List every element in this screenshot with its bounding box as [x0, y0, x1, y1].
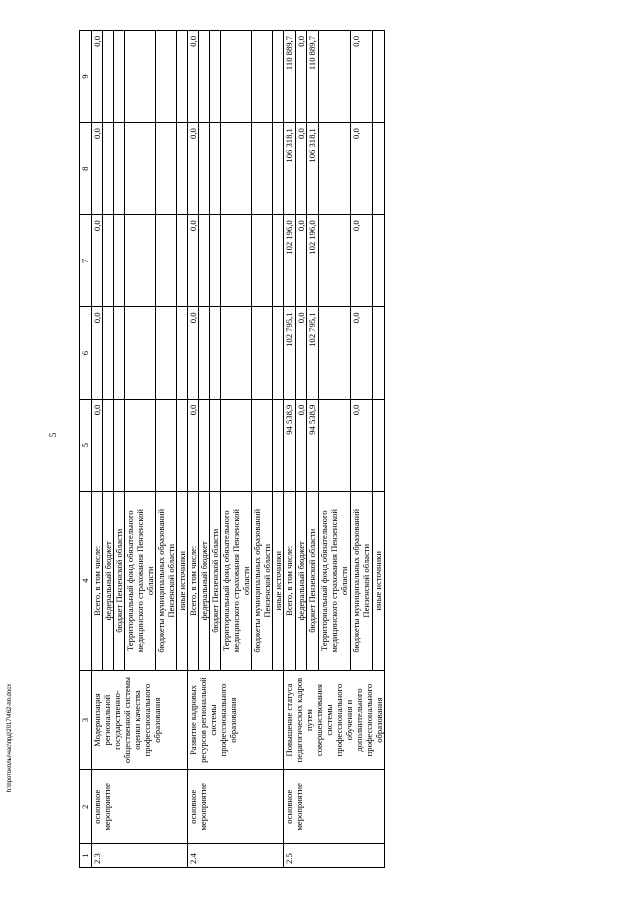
source-cell: Всего, в том числе: — [188, 491, 199, 670]
value-cell: 0,0 — [351, 215, 373, 307]
table-row — [284, 31, 296, 868]
value-cell — [221, 31, 252, 123]
value-cell — [199, 123, 210, 215]
value-cell: 0,0 — [92, 307, 103, 399]
value-cell: 94 538,9 — [307, 399, 319, 491]
value-cell — [114, 31, 125, 123]
value-cell — [199, 307, 210, 399]
value-cell — [156, 399, 177, 491]
value-cell — [156, 31, 177, 123]
value-cell — [125, 31, 156, 123]
value-cell: 110 889,7 — [284, 31, 296, 123]
value-cell — [125, 307, 156, 399]
value-cell — [177, 31, 188, 123]
source-cell: Всего, в том числе: — [92, 491, 103, 670]
source-cell: Территориальный фонд обязательного медицинского страхования Пензенской области — [125, 491, 156, 670]
value-cell: 0,0 — [351, 399, 373, 491]
value-cell — [125, 123, 156, 215]
source-cell: бюджет Пензенской области — [114, 491, 125, 670]
value-cell: 94 538,9 — [284, 399, 296, 491]
value-cell: 0,0 — [188, 215, 199, 307]
value-cell — [114, 307, 125, 399]
value-cell — [199, 31, 210, 123]
value-cell — [318, 399, 351, 491]
value-cell — [177, 123, 188, 215]
row-type: основное мероприятие — [92, 770, 188, 844]
file-path-footer: h:\протоколы\час\прд\2017\462-пп.docx — [7, 683, 13, 793]
source-cell: бюджеты муниципальных образований Пензенской области — [252, 491, 273, 670]
header-cell: 1 — [80, 844, 92, 868]
value-cell: 0,0 — [188, 31, 199, 123]
value-cell — [273, 215, 284, 307]
source-cell: федеральный бюджет — [295, 491, 307, 670]
source-cell: бюджет Пензенской области — [210, 491, 221, 670]
source-cell: иные источники — [177, 491, 188, 670]
value-cell — [210, 123, 221, 215]
source-cell: бюджеты муниципальных образований Пензенской области — [351, 491, 373, 670]
row-id: 2.3 — [92, 844, 188, 868]
value-cell: 0,0 — [188, 307, 199, 399]
value-cell — [156, 307, 177, 399]
value-cell — [373, 399, 385, 491]
table-area — [79, 30, 575, 868]
value-cell — [177, 399, 188, 491]
value-cell: 0,0 — [295, 399, 307, 491]
value-cell — [210, 307, 221, 399]
value-cell — [125, 215, 156, 307]
value-cell — [114, 215, 125, 307]
value-cell — [114, 399, 125, 491]
value-cell — [210, 399, 221, 491]
header-row — [80, 31, 92, 868]
value-cell — [103, 215, 114, 307]
value-cell — [210, 215, 221, 307]
source-cell: Территориальный фонд обязательного медицинского страхования Пензенской области — [318, 491, 351, 670]
value-cell: 0,0 — [351, 123, 373, 215]
value-cell: 0,0 — [188, 123, 199, 215]
source-cell: иные источники — [273, 491, 284, 670]
header-cell: 4 — [80, 491, 92, 670]
page-number: 5 — [48, 432, 58, 438]
value-cell — [221, 399, 252, 491]
row-id: 2.5 — [284, 844, 385, 868]
value-cell — [252, 399, 273, 491]
header-cell: 5 — [80, 399, 92, 491]
table-row — [92, 31, 103, 868]
rotated-page — [79, 30, 575, 868]
value-cell — [221, 307, 252, 399]
value-cell — [273, 123, 284, 215]
value-cell — [177, 307, 188, 399]
value-cell — [114, 123, 125, 215]
budget-table — [79, 30, 385, 868]
source-cell: иные источники — [373, 491, 385, 670]
source-cell: Всего, в том числе: — [284, 491, 296, 670]
value-cell: 110 889,7 — [307, 31, 319, 123]
value-cell: 102 795,1 — [284, 307, 296, 399]
value-cell: 0,0 — [295, 123, 307, 215]
row-name: Развитие кадровых ресурсов региональной системы профессионального образования — [188, 670, 284, 770]
value-cell: 0,0 — [295, 307, 307, 399]
value-cell — [318, 123, 351, 215]
value-cell — [177, 215, 188, 307]
value-cell — [318, 31, 351, 123]
value-cell: 102 795,1 — [307, 307, 319, 399]
value-cell — [103, 123, 114, 215]
value-cell: 102 196,0 — [284, 215, 296, 307]
value-cell — [125, 399, 156, 491]
header-cell: 7 — [80, 215, 92, 307]
value-cell — [221, 123, 252, 215]
value-cell — [252, 215, 273, 307]
value-cell — [318, 215, 351, 307]
source-cell: Территориальный фонд обязательного медицинского страхования Пензенской области — [221, 491, 252, 670]
group-2-4 — [188, 31, 284, 868]
value-cell — [156, 215, 177, 307]
source-cell: бюджет Пензенской области — [307, 491, 319, 670]
value-cell — [199, 399, 210, 491]
value-cell — [373, 31, 385, 123]
header-cell: 6 — [80, 307, 92, 399]
row-type: основное мероприятие — [188, 770, 284, 844]
value-cell — [103, 307, 114, 399]
row-name: Модернизация региональной государственно-общественной системы оценки качества профессионального образования — [92, 670, 188, 770]
value-cell — [156, 123, 177, 215]
value-cell — [252, 123, 273, 215]
value-cell — [273, 31, 284, 123]
value-cell: 106 318,1 — [307, 123, 319, 215]
value-cell — [103, 31, 114, 123]
value-cell: 0,0 — [188, 399, 199, 491]
value-cell: 106 318,1 — [284, 123, 296, 215]
value-cell: 0,0 — [351, 307, 373, 399]
value-cell — [221, 215, 252, 307]
row-type: основное мероприятие — [284, 770, 385, 844]
value-cell — [373, 123, 385, 215]
value-cell — [373, 215, 385, 307]
row-id: 2.4 — [188, 844, 284, 868]
table-row — [188, 31, 199, 868]
value-cell — [210, 31, 221, 123]
header-cell: 8 — [80, 123, 92, 215]
value-cell: 0,0 — [92, 215, 103, 307]
value-cell — [103, 399, 114, 491]
value-cell — [273, 399, 284, 491]
header-cell: 3 — [80, 670, 92, 770]
value-cell: 0,0 — [92, 31, 103, 123]
value-cell: 102 196,0 — [307, 215, 319, 307]
row-name: Повышение статуса педагогических кадров путем совершенствования системы профессионального обучения и дополнительного профессионального образования — [284, 670, 385, 770]
value-cell: 0,0 — [92, 123, 103, 215]
value-cell — [373, 307, 385, 399]
source-cell: бюджеты муниципальных образований Пензенской области — [156, 491, 177, 670]
value-cell — [318, 307, 351, 399]
value-cell — [199, 215, 210, 307]
value-cell — [252, 31, 273, 123]
header-cell: 2 — [80, 770, 92, 844]
group-2-5 — [284, 31, 385, 868]
value-cell: 0,0 — [351, 31, 373, 123]
header-cell: 9 — [80, 31, 92, 123]
value-cell — [273, 307, 284, 399]
value-cell — [252, 307, 273, 399]
value-cell: 0,0 — [295, 215, 307, 307]
source-cell: федеральный бюджет — [199, 491, 210, 670]
group-2-3 — [92, 31, 188, 868]
source-cell: федеральный бюджет — [103, 491, 114, 670]
value-cell: 0,0 — [295, 31, 307, 123]
value-cell: 0,0 — [92, 399, 103, 491]
